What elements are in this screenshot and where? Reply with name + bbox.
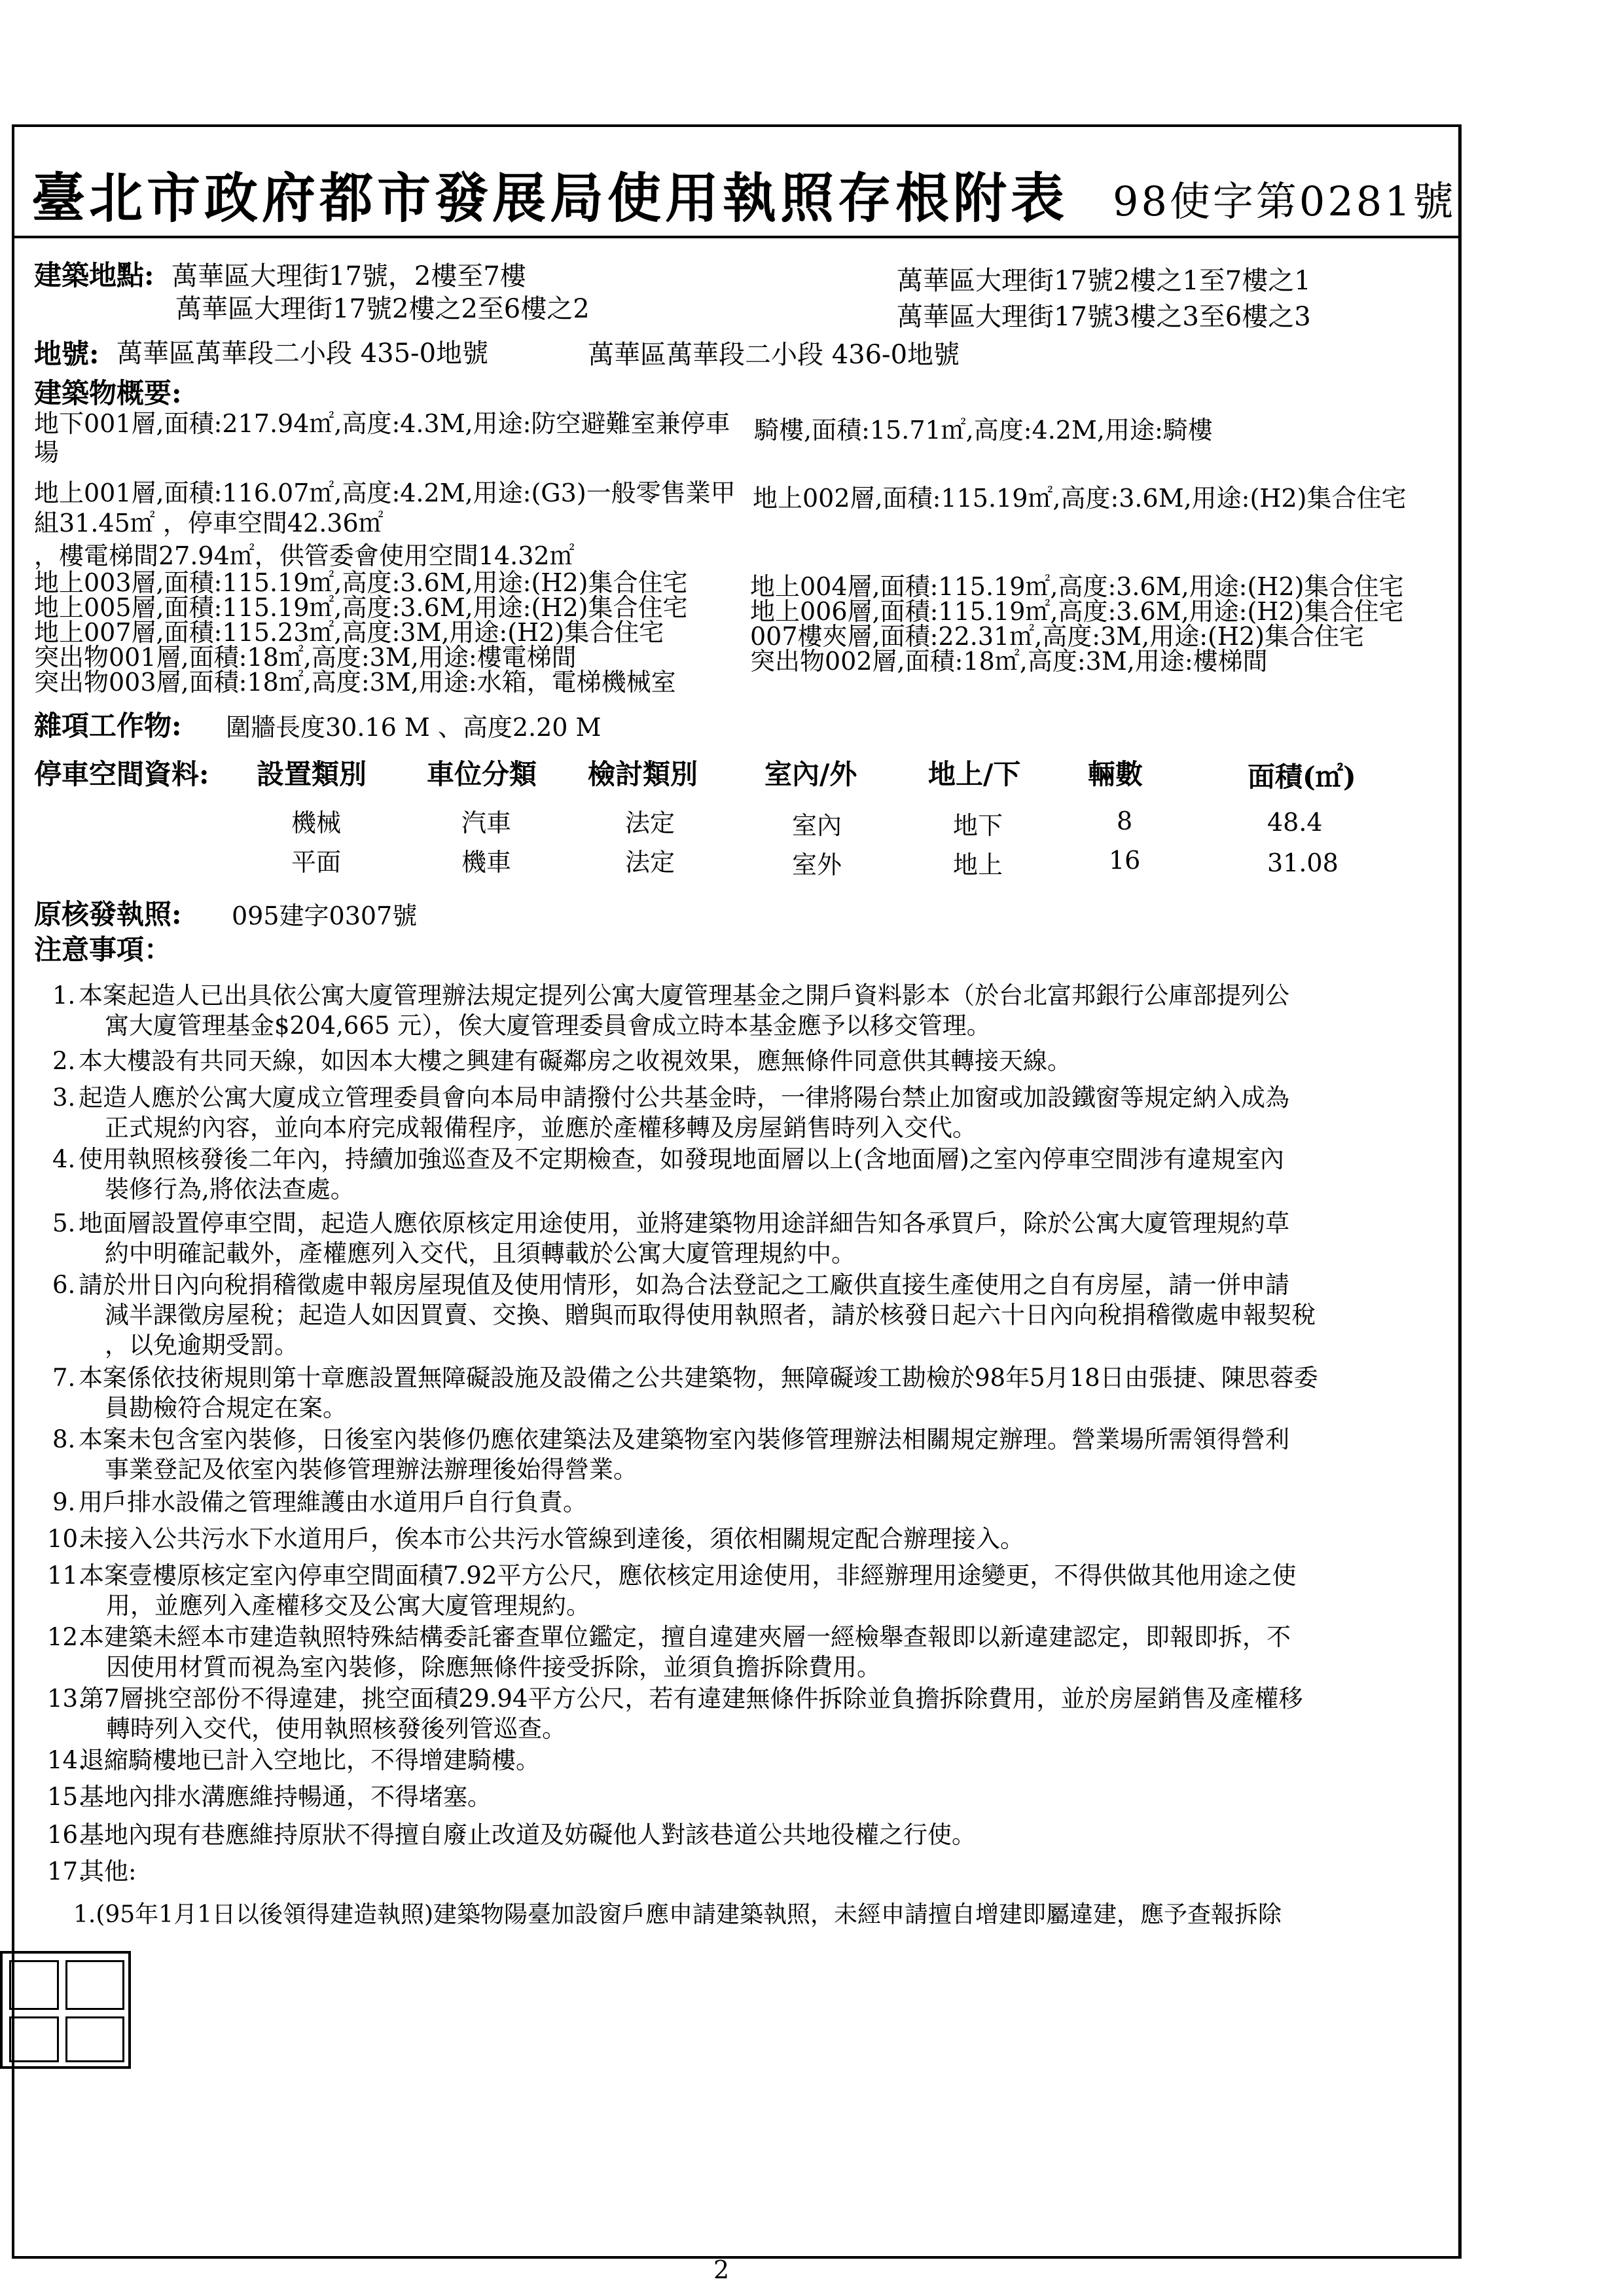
parking-cell: 法定 [625,848,675,877]
note-item [47,1561,1448,1621]
overview-line: 突出物003層,面積:18㎡,高度:3M,用途:水箱，電梯機械室 [34,668,676,697]
parking-cell: 48.4 [1267,808,1323,837]
parking-cell: 法定 [625,809,675,837]
site-address-3: 萬華區大理街17號2樓之1至7樓之1 [897,266,1311,296]
note-text: 員勘檢符合規定在案。 [105,1394,347,1422]
note-text: 本案係依技術規則第十章應設置無障礙設施及設備之公共建築物，無障礙竣工勘檢於98年5月18日由張捷、陳思蓉委 [79,1364,1318,1392]
overview-line: 007樓夾層,面積:22.31㎡,高度:3M,用途:(H2)集合住宅 [750,622,1365,651]
note-text: 寓大廈管理基金$204,665 元），俟大廈管理委員會成立時本基金應予以移交管理。 [105,1011,991,1040]
title-divider [14,236,1458,238]
note-text: 基地內現有巷應維持原狀不得擅自廢止改道及妨礙他人對該巷道公共地役權之行使。 [80,1821,976,1849]
parking-header: 室內/外 [764,758,857,790]
note-text: 本案壹樓原核定室內停車空間面積7.92平方公尺，應依核定用途使用，非經辦理用途變更，不得供做其他用途之使 [80,1561,1297,1590]
note-number: 3. [52,1084,76,1112]
note-text: 因使用材質而視為室內裝修，除應無條件接受拆除，並須負擔拆除費用。 [106,1653,881,1681]
note-item [47,1857,1448,1887]
note-text: 轉時列入交代，使用執照核發後列管巡查。 [106,1715,566,1743]
parking-cell: 汽車 [461,809,512,837]
note-text: 用，並應列入產權移交及公寓大廈管理規約。 [106,1592,590,1620]
site-address-2: 萬華區大理街17號2樓之2至6樓之2 [175,294,590,324]
overview-label: 建築物概要: [34,377,182,409]
note-number: 2. [52,1047,76,1075]
note-number: 14. [47,1746,86,1774]
overview-line: 組31.45㎡ ，停車空間42.36㎡ [34,509,384,538]
overview-line: 地下001層,面積:217.94㎡,高度:4.3M,用途:防空避難室兼停車 [34,409,730,438]
note-text: 第7層挑空部份不得違建，挑空面積29.94平方公尺，若有違建無條件拆除並負擔拆除費用，並於房屋銷售及產權移 [80,1685,1303,1713]
overview-line: 地上004層,面積:115.19㎡,高度:3.6M,用途:(H2)集合住宅 [750,572,1404,601]
note-item [47,1782,1448,1812]
note-text: 裝修行為,將依法查處。 [105,1175,355,1203]
parking-cell: 室外 [792,850,842,879]
parking-header: 輛數 [1088,758,1143,790]
note-item [52,1083,1453,1143]
note-item [52,1363,1453,1423]
parking-cell: 室內 [792,811,842,840]
note-item [47,1820,1448,1850]
note-number: 17. [47,1857,86,1886]
note-text: 減半課徵房屋稅；起造人如因買賣、交換、贈與而取得使用執照者，請於核發日起六十日內向稅捐稽徵處申報契稅 [105,1301,1316,1329]
origin-license-value: 095建字0307號 [232,902,418,930]
note-number: 1. [52,981,76,1010]
note-number: 5. [52,1209,76,1237]
note-item [52,1144,1453,1205]
note-text: 其他: [80,1857,137,1886]
parking-cell: 8 [1117,807,1133,835]
note-item [47,1745,1448,1776]
note-subitem: 1.(95年1月1日以後領得建造執照)建築物陽臺加設窗戶應申請建築執照，未經申請擅自增建即屬違建，應予查報拆除 [73,1901,1282,1928]
official-seal-stamp [0,1951,131,2069]
note-item [52,1270,1453,1360]
lot-number-2: 萬華區萬華段二小段 436-0地號 [588,340,960,370]
note-number: 10. [47,1525,86,1553]
parking-header: 地上/下 [928,758,1021,790]
overview-line: 地上002層,面積:115.19㎡,高度:3.6M,用途:(H2)集合住宅 [753,484,1407,513]
note-item [52,1487,1453,1518]
parking-cell: 地下 [953,811,1003,840]
misc-value: 圍牆長度30.16 M 、高度2.20 M [226,713,602,742]
note-number: 13. [47,1685,86,1713]
parking-cell: 地上 [953,850,1003,879]
parking-header: 車位分類 [427,758,537,790]
parking-label: 停車空間資料: [34,758,209,790]
overview-line: 地上001層,面積:116.07㎡,高度:4.2M,用途:(G3)一般零售業甲 [34,479,736,507]
note-number: 16. [47,1821,86,1849]
overview-line: 騎樓,面積:15.71㎡,高度:4.2M,用途:騎樓 [754,416,1213,445]
note-text: 本案未包含室內裝修，日後室內裝修仍應依建築法及建築物室內裝修管理辦法相關規定辦理。營業場所需領得營利 [79,1425,1289,1453]
note-text: 本建築未經本市建造執照特殊結構委託審查單位鑑定，擅自違建夾層一經檢舉查報即以新違建認定，即報即拆，不 [80,1623,1291,1651]
note-text: 地面層設置停車空間，起造人應依原核定用途使用，並將建築物用途詳細告知各承買戶，除於公寓大廈管理規約草 [79,1209,1289,1237]
note-text: ，以免逾期受罰。 [105,1331,298,1359]
parking-header: 設置類別 [257,758,367,790]
site-address-4: 萬華區大理街17號3樓之3至6樓之3 [897,302,1311,332]
overview-line: ，樓電梯間27.94㎡，供管委會使用空間14.32㎡ [34,541,575,570]
note-text: 本案起造人已出具依公寓大廈管理辦法規定提列公寓大廈管理基金之開戶資料影本（於台北富邦銀行公庫部提列公 [79,981,1289,1010]
note-text: 約中明確記載外，產權應列入交代，且須轉載於公寓大廈管理規約中。 [105,1239,855,1267]
note-number: 7. [52,1364,76,1392]
misc-label: 雜項工作物: [34,710,182,742]
overview-line: 場 [34,438,60,467]
origin-license-label: 原核發執照: [34,898,182,930]
note-text: 起造人應於公寓大廈成立管理委員會向本局申請撥付公共基金時，一律將陽台禁止加窗或加設鐵窗等規定納入成為 [79,1084,1289,1112]
overview-line: 地上003層,面積:115.19㎡,高度:3.6M,用途:(H2)集合住宅 [34,568,688,597]
notes-label: 注意事項： [34,934,172,966]
overview-line: 突出物001層,面積:18㎡,高度:3M,用途:樓電梯間 [34,643,577,672]
site-label: 建築地點: [34,259,154,291]
overview-line: 地上007層,面積:115.23㎡,高度:3M,用途:(H2)集合住宅 [34,618,664,647]
note-text: 事業登記及依室內裝修管理辦法辦理後始得營業。 [105,1455,638,1484]
parking-cell: 31.08 [1267,848,1339,877]
parking-header: 檢討類別 [588,758,698,790]
lot-number-1: 萬華區萬華段二小段 435-0地號 [117,338,489,369]
note-number: 11. [47,1561,86,1590]
note-item [47,1622,1448,1683]
note-item [47,1524,1448,1554]
document-title: 臺北市政府都市發展局使用執照存根附表 [31,167,1069,230]
parking-cell: 平面 [291,848,342,877]
note-text: 使用執照核發後二年內，持續加強巡查及不定期檢查，如發現地面層以上(含地面層)之室內停車空間涉有違規室內 [79,1145,1284,1173]
note-item [52,1046,1453,1076]
note-item [52,981,1453,1041]
note-text: 正式規約內容，並向本府完成報備程序，並應於產權移轉及房屋銷售時列入交代。 [105,1114,977,1142]
overview-line: 地上006層,面積:115.19㎡,高度:3.6M,用途:(H2)集合住宅 [750,597,1404,626]
note-number: 4. [52,1145,76,1173]
overview-line: 地上005層,面積:115.19㎡,高度:3.6M,用途:(H2)集合住宅 [34,593,688,622]
note-item [47,1684,1448,1744]
note-text: 請於卅日內向稅捐稽徵處申報房屋現值及使用情形，如為合法登記之工廠供直接生產使用之自有房屋，請一併申請 [79,1271,1289,1299]
note-text: 基地內排水溝應維持暢通，不得堵塞。 [80,1783,492,1811]
note-number: 15. [47,1783,86,1811]
note-number: 8. [52,1425,76,1453]
page-number: 2 [713,2255,730,2284]
note-number: 9. [52,1488,76,1516]
note-number: 6. [52,1271,76,1299]
note-text: 退縮騎樓地已計入空地比，不得增建騎樓。 [80,1746,540,1774]
note-item [52,1425,1453,1485]
note-number: 12. [47,1623,86,1651]
document-number: 98使字第0281號 [1113,177,1456,225]
note-text: 本大樓設有共同天線，如因本大樓之興建有礙鄰房之收視效果，應無條件同意供其轉接天線。 [79,1047,1071,1075]
note-item [52,1209,1453,1269]
parking-cell: 機械 [291,809,342,837]
parking-cell: 機車 [461,848,512,877]
note-text: 用戶排水設備之管理維護由水道用戶自行負責。 [79,1488,587,1516]
parking-header: 面積(㎡) [1248,761,1356,793]
note-text: 未接入公共污水下水道用戶，俟本市公共污水管線到達後，須依相關規定配合辦理接入。 [80,1525,1024,1553]
site-address-1: 萬華區大理街17號，2樓至7樓 [171,261,526,291]
overview-line: 突出物002層,面積:18㎡,高度:3M,用途:樓梯間 [750,647,1268,676]
parking-cell: 16 [1109,846,1141,875]
lot-label: 地號: [34,338,99,370]
